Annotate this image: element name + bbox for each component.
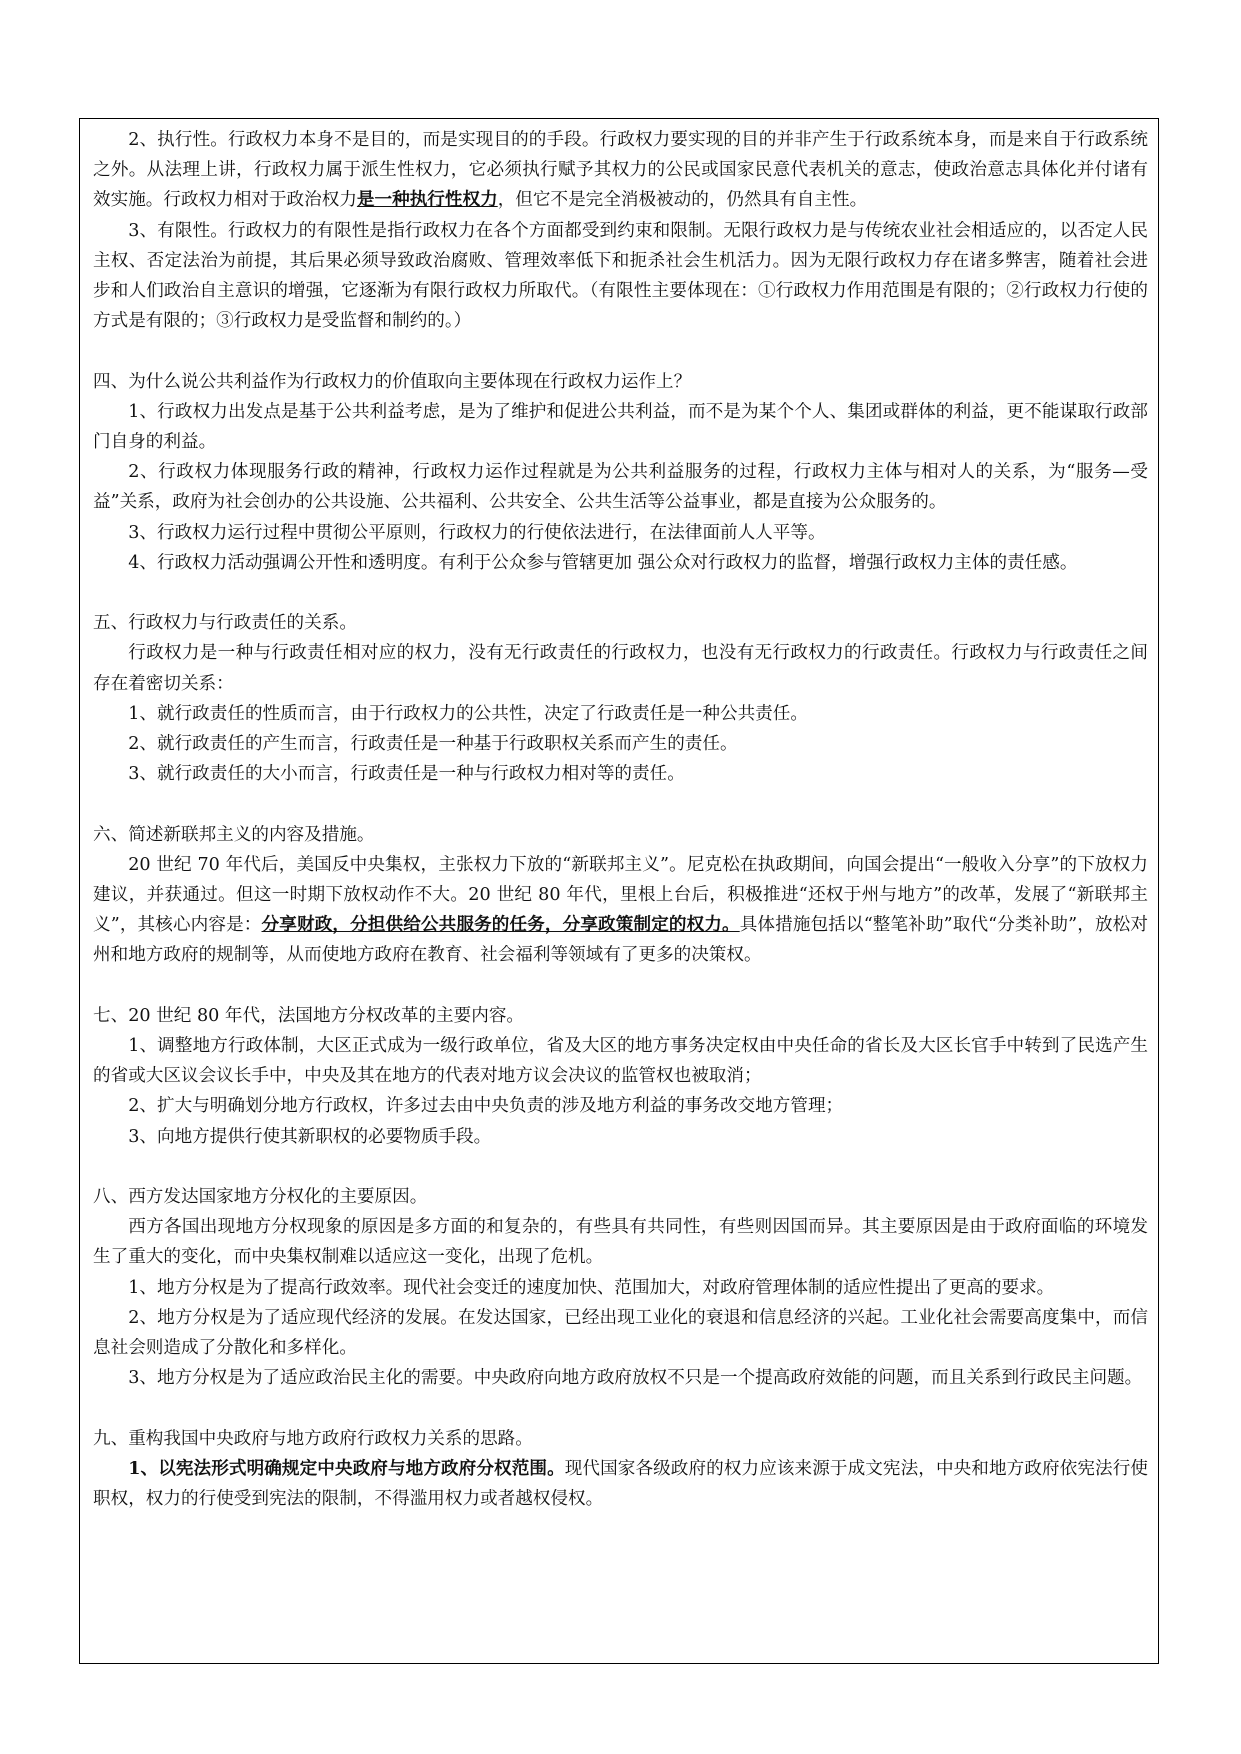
paragraph-limited: 3、有限性。行政权力的有限性是指行政权力在各个方面都受到约束和限制。无限行政权力是与传统农业社会相适应的，以否定人民主权、否定法治为前提，其后果必须导致政治腐败、管理效率低下和扼杀社会生机活力。因为无限行政权力存在诸多弊害，随着社会进步和人们政治自主意识的增强，它逐渐为有限行政权力所取代。（有限性主要体现在：①行政权力作用范围是有限的；②行政权力行使的方式是有限的；③行政权力是受监督和制约的。） bbox=[93, 220, 1148, 332]
list-item: 3、就行政责任的大小而言，行政责任是一种与行政权力相对等的责任。 bbox=[128, 764, 685, 785]
section-5-intro: 行政权力是一种与行政责任相对应的权力，没有无行政责任的行政权力，也没有无行政权力的行政责任。行政权力与行政责任之间存在着密切关系： bbox=[93, 643, 1148, 694]
underlined-phrase: 分享财政，分担供给公共服务的任务，分享政策制定的权力。 bbox=[261, 914, 740, 936]
section-6-title: 六、简述新联邦主义的内容及措施。 bbox=[93, 824, 375, 845]
section-4-title: 四、为什么说公共利益作为行政权力的价值取向主要体现在行政权力运作上？ bbox=[93, 371, 692, 392]
list-item: 1、行政权力出发点是基于公共利益考虑，是为了维护和促进公共利益，而不是为某个个人、集团或群体的利益，更不能谋取行政部门自身的利益。 bbox=[93, 401, 1148, 453]
list-item: 1、调整地方行政体制，大区正式成为一级行政单位，省及大区的地方事务决定权由中央任命的省长及大区长官手中转到了民选产生的省或大区议会议长手中，中央及其在地方的代表对地方议会决议的监管权也被取消； bbox=[93, 1036, 1148, 1087]
section-8-intro: 西方各国出现地方分权现象的原因是多方面的和复杂的，有些具有共同性，有些则因国而异。其主要原因是由于政府面临的环境发生了重大的变化，而中央集权制难以适应这一变化，出现了危机。 bbox=[93, 1217, 1148, 1268]
document-body bbox=[79, 118, 1159, 1664]
underlined-phrase: 是一种执行性权力 bbox=[356, 189, 498, 211]
list-item: 3、行政权力运行过程中贯彻公平原则，行政权力的行使依法进行，在法律面前人人平等。 bbox=[128, 522, 826, 543]
paragraph-executive: 2、执行性。行政权力本身不是目的，而是实现目的的手段。行政权力要实现的目的并非产生于行政系统本身，而是来自于行政系统之外。从法理上讲，行政权力属于派生性权力，它必须执行赋予其权力的公民或国家民意代表机关的意志，使政治意志具体化并付诸有效实施。行政权力相对于政治权力是一种执行性权力，但它不是完全消极被动的，仍然具有自主性。 bbox=[93, 130, 1148, 211]
list-item: 1、地方分权是为了提高行政效率。现代社会变迁的速度加快、范围加大，对政府管理体制的适应性提出了更高的要求。 bbox=[128, 1277, 1055, 1298]
section-8-title: 八、西方发达国家地方分权化的主要原因。 bbox=[93, 1187, 428, 1208]
list-item: 1、就行政责任的性质而言，由于行政权力的公共性，决定了行政责任是一种公共责任。 bbox=[128, 703, 808, 724]
section-9-title: 九、重构我国中央政府与地方政府行政权力关系的思路。 bbox=[93, 1428, 533, 1449]
section-6-body: 20 世纪 70 年代后，美国反中央集权，主张权力下放的“新联邦主义”。尼克松在执政期间，向国会提出“一般收入分享”的下放权力建议，并获通过。但这一时期下放权动作不大。20 世纪 80 年代，里根上台后，积极推进“还权于州与地方”的改革，发展了“新联邦主义”，其核心内容是：分享财政，分担供给公共服务的任务，分享政策制定的权力。具体措施包括以“整笔补助”取代“分类补助”，放松对州和地方政府的规制等，从而使地方政府在教育、社会福利等领域有了更多的决策权。 bbox=[93, 854, 1148, 966]
section-5-title: 五、行政权力与行政责任的关系。 bbox=[93, 613, 357, 634]
section-7-title: 七、20 世纪 80 年代，法国地方分权改革的主要内容。 bbox=[93, 1005, 525, 1026]
list-item: 3、向地方提供行使其新职权的必要物质手段。 bbox=[128, 1126, 492, 1147]
list-item: 2、行政权力体现服务行政的精神，行政权力运作过程就是为公共利益服务的过程，行政权力主体与相对人的关系，为“服务—受益”关系，政府为社会创办的公共设施、公共福利、公共安全、公共生活等公益事业，都是直接为公众服务的。 bbox=[93, 462, 1148, 513]
list-item: 3、地方分权是为了适应政治民主化的需要。中央政府向地方政府放权不只是一个提高政府效能的问题，而且关系到行政民主问题。 bbox=[128, 1368, 1143, 1389]
list-item: 2、地方分权是为了适应现代经济的发展。在发达国家，已经出现工业化的衰退和信息经济的兴起。工业化社会需要高度集中，而信息社会则造成了分散化和多样化。 bbox=[93, 1307, 1148, 1359]
section-9-item-1: 1、以宪法形式明确规定中央政府与地方政府分权范围。现代国家各级政府的权力应该来源于成文宪法，中央和地方政府依宪法行使职权，权力的行使受到宪法的限制，不得滥用权力或者越权侵权。 bbox=[93, 1457, 1148, 1510]
list-item: 2、就行政责任的产生而言，行政责任是一种基于行政职权关系而产生的责任。 bbox=[128, 734, 738, 755]
list-item: 4、行政权力活动强调公开性和透明度。有利于公众参与管辖更加 强公众对行政权力的监督，增强行政权力主体的责任感。 bbox=[128, 552, 1078, 573]
bold-lead: 1、以宪法形式明确规定中央政府与地方政府分权范围。 bbox=[128, 1457, 565, 1479]
list-item: 2、扩大与明确划分地方行政权，许多过去由中央负责的涉及地方利益的事务改交地方管理； bbox=[128, 1096, 844, 1117]
